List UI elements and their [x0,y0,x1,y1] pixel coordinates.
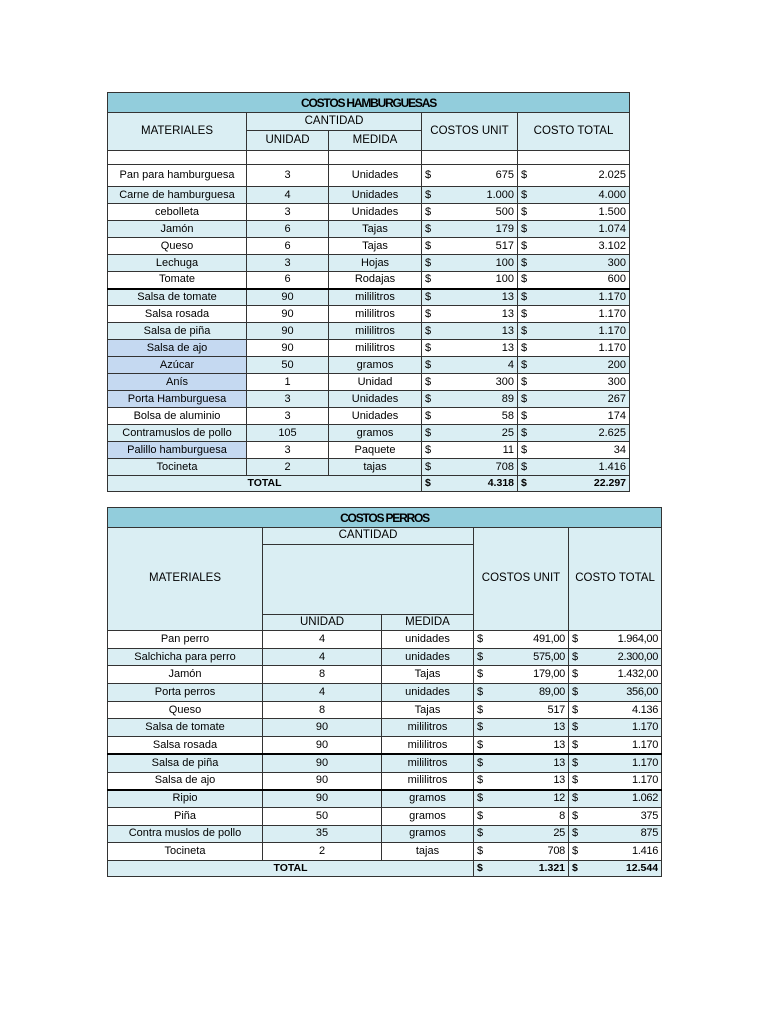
total-row [108,860,662,876]
unidad-cell: 6 [247,272,329,289]
table-row [108,425,630,442]
medida-cell: mililitros [382,754,474,772]
table-row [108,272,630,289]
unidad-header: UNIDAD [247,131,329,151]
unidad-cell: 2 [263,843,382,861]
unidad-cell: 3 [247,255,329,272]
material-cell: Salsa rosada [108,306,247,323]
costos-unit-header: COSTOS UNIT [474,528,569,631]
unidad-cell: 90 [247,306,329,323]
currency-symbol: $ [474,860,494,876]
total-cost-cell: 1.500 [538,204,630,221]
unidad-cell: 8 [263,701,382,719]
table-row [108,825,662,843]
unidad-cell: 3 [247,165,329,187]
currency-symbol: $ [474,666,494,684]
cantidad-header: CANTIDAD [247,113,422,131]
unit-cost-cell: 517 [442,238,518,255]
unit-cost-cell: 500 [442,204,518,221]
currency-symbol: $ [422,476,442,492]
total-cost-cell: 4.000 [538,187,630,204]
currency-symbol: $ [474,648,494,666]
material-cell: Tocineta [108,459,247,476]
currency-symbol: $ [569,719,589,737]
currency-symbol: $ [422,323,442,340]
table-row [108,754,662,772]
medida-cell: mililitros [382,772,474,790]
unidad-header: UNIDAD [263,615,382,631]
unidad-cell: 50 [247,357,329,374]
total-cost-cell: 1.432,00 [589,666,662,684]
medida-cell: gramos [329,425,422,442]
currency-symbol: $ [518,221,538,238]
unit-cost-cell: 708 [494,843,569,861]
currency-symbol: $ [518,255,538,272]
total-unit-cost: 4.318 [442,476,518,492]
materiales-header: MATERIALES [108,528,263,631]
material-cell: Salsa de ajo [108,772,263,790]
table-row [108,255,630,272]
unit-cost-cell: 13 [442,323,518,340]
unit-cost-cell: 575,00 [494,648,569,666]
currency-symbol: $ [518,374,538,391]
currency-symbol: $ [518,476,538,492]
table-row [108,165,630,187]
total-cost-cell: 356,00 [589,684,662,702]
unit-cost-cell: 11 [442,442,518,459]
medida-cell: Unidad [329,374,422,391]
table-row [108,648,662,666]
currency-symbol: $ [518,391,538,408]
unidad-cell: 90 [247,323,329,340]
material-cell: Ripio [108,790,263,808]
unit-cost-cell: 58 [442,408,518,425]
medida-cell: Paquete [329,442,422,459]
currency-symbol: $ [518,459,538,476]
currency-symbol: $ [569,648,589,666]
material-cell: Porta perros [108,684,263,702]
grand-total-cost: 12.544 [589,860,662,876]
material-cell: Piña [108,807,263,825]
table-row [108,631,662,649]
currency-symbol: $ [518,289,538,306]
currency-symbol: $ [422,289,442,306]
total-cost-cell: 1.170 [538,289,630,306]
unidad-cell: 4 [247,187,329,204]
medida-cell: Tajas [382,666,474,684]
unit-cost-cell: 25 [494,825,569,843]
unit-cost-cell: 13 [442,306,518,323]
currency-symbol: $ [474,631,494,649]
total-cost-cell: 300 [538,374,630,391]
currency-symbol: $ [474,684,494,702]
hamburguesas-title: COSTOS HAMBURGUESAS [108,93,630,113]
total-cost-cell: 34 [538,442,630,459]
currency-symbol: $ [422,408,442,425]
unidad-cell: 90 [263,790,382,808]
total-cost-cell: 1.416 [538,459,630,476]
unidad-cell: 8 [263,666,382,684]
unit-cost-cell: 13 [442,340,518,357]
currency-symbol: $ [474,772,494,790]
table-row [108,306,630,323]
currency-symbol: $ [422,340,442,357]
total-cost-cell: 1.416 [589,843,662,861]
perros-cost-table [107,507,662,877]
currency-symbol: $ [474,737,494,755]
unit-cost-cell: 13 [494,754,569,772]
medida-cell: unidades [382,684,474,702]
total-row [108,476,630,492]
total-cost-cell: 2.025 [538,165,630,187]
currency-symbol: $ [474,754,494,772]
table-row [108,204,630,221]
table-row [108,357,630,374]
unit-cost-cell: 13 [494,719,569,737]
unit-cost-cell: 25 [442,425,518,442]
medida-cell: gramos [382,825,474,843]
currency-symbol: $ [422,425,442,442]
table-row [108,790,662,808]
currency-symbol: $ [569,754,589,772]
unidad-cell: 90 [263,737,382,755]
material-cell: Lechuga [108,255,247,272]
unidad-cell: 90 [263,719,382,737]
table-row [108,666,662,684]
material-cell: Salsa de ajo [108,340,247,357]
currency-symbol: $ [422,459,442,476]
total-cost-cell: 1.170 [589,772,662,790]
currency-symbol: $ [518,442,538,459]
currency-symbol: $ [518,408,538,425]
costos-unit-header: COSTOS UNIT [422,113,518,151]
currency-symbol: $ [518,187,538,204]
material-cell: Pan perro [108,631,263,649]
total-cost-cell: 1.170 [538,340,630,357]
unidad-cell: 35 [263,825,382,843]
unit-cost-cell: 179 [442,221,518,238]
medida-cell: unidades [382,648,474,666]
table-row [108,843,662,861]
currency-symbol: $ [569,825,589,843]
material-cell: Salsa de piña [108,754,263,772]
medida-cell: Unidades [329,165,422,187]
unidad-cell: 90 [247,340,329,357]
total-cost-cell: 1.170 [538,323,630,340]
medida-cell: mililitros [382,737,474,755]
cantidad-blank-area [263,545,474,615]
total-cost-cell: 300 [538,255,630,272]
medida-cell: Rodajas [329,272,422,289]
total-cost-cell: 267 [538,391,630,408]
table-row [108,719,662,737]
currency-symbol: $ [474,807,494,825]
unit-cost-cell: 100 [442,255,518,272]
unidad-cell: 2 [247,459,329,476]
currency-symbol: $ [474,790,494,808]
material-cell: cebolleta [108,204,247,221]
total-cost-cell: 1.170 [538,306,630,323]
currency-symbol: $ [569,843,589,861]
currency-symbol: $ [422,442,442,459]
unit-cost-cell: 13 [442,289,518,306]
medida-cell: Unidades [329,391,422,408]
medida-cell: Unidades [329,204,422,221]
currency-symbol: $ [569,631,589,649]
medida-cell: mililitros [329,306,422,323]
currency-symbol: $ [422,204,442,221]
material-cell: Anís [108,374,247,391]
total-label: TOTAL [108,860,474,876]
material-cell: Salsa de tomate [108,719,263,737]
currency-symbol: $ [422,165,442,187]
currency-symbol: $ [518,357,538,374]
table-row [108,459,630,476]
total-cost-cell: 1.170 [589,719,662,737]
material-cell: Contramuslos de pollo [108,425,247,442]
table-row [108,772,662,790]
unidad-cell: 3 [247,442,329,459]
grand-total-cost: 22.297 [538,476,630,492]
total-label: TOTAL [108,476,422,492]
medida-cell: unidades [382,631,474,649]
table-row [108,340,630,357]
unit-cost-cell: 89,00 [494,684,569,702]
currency-symbol: $ [422,238,442,255]
total-cost-cell: 1.074 [538,221,630,238]
currency-symbol: $ [474,843,494,861]
medida-cell: Hojas [329,255,422,272]
currency-symbol: $ [518,238,538,255]
currency-symbol: $ [518,340,538,357]
material-cell: Azúcar [108,357,247,374]
currency-symbol: $ [422,221,442,238]
unidad-cell: 90 [263,772,382,790]
total-cost-cell: 375 [589,807,662,825]
material-cell: Salsa rosada [108,737,263,755]
unit-cost-cell: 708 [442,459,518,476]
unit-cost-cell: 100 [442,272,518,289]
unidad-cell: 105 [247,425,329,442]
hamburguesas-cost-table [107,92,630,492]
total-cost-cell: 1.964,00 [589,631,662,649]
table-row [108,684,662,702]
table-row [108,408,630,425]
material-cell: Salchicha para perro [108,648,263,666]
table-row [108,289,630,306]
unidad-cell: 3 [247,204,329,221]
currency-symbol: $ [569,737,589,755]
currency-symbol: $ [569,860,589,876]
currency-symbol: $ [422,374,442,391]
total-cost-cell: 2.300,00 [589,648,662,666]
unit-cost-cell: 8 [494,807,569,825]
material-cell: Carne de hamburguesa [108,187,247,204]
total-cost-cell: 1.062 [589,790,662,808]
medida-cell: Unidades [329,408,422,425]
unit-cost-cell: 13 [494,737,569,755]
currency-symbol: $ [518,272,538,289]
currency-symbol: $ [474,701,494,719]
total-cost-cell: 3.102 [538,238,630,255]
unit-cost-cell: 491,00 [494,631,569,649]
currency-symbol: $ [518,204,538,221]
table-row [108,737,662,755]
medida-cell: mililitros [329,340,422,357]
total-cost-cell: 1.170 [589,737,662,755]
unidad-cell: 1 [247,374,329,391]
currency-symbol: $ [422,255,442,272]
medida-cell: gramos [382,807,474,825]
unit-cost-cell: 12 [494,790,569,808]
unit-cost-cell: 179,00 [494,666,569,684]
material-cell: Bolsa de aluminio [108,408,247,425]
medida-cell: tajas [382,843,474,861]
unidad-cell: 50 [263,807,382,825]
currency-symbol: $ [422,306,442,323]
unidad-cell: 90 [247,289,329,306]
medida-cell: Unidades [329,187,422,204]
material-cell: Pan para hamburguesa [108,165,247,187]
unidad-cell: 4 [263,684,382,702]
unit-cost-cell: 13 [494,772,569,790]
currency-symbol: $ [422,357,442,374]
total-cost-cell: 4.136 [589,701,662,719]
unidad-cell: 4 [263,631,382,649]
total-cost-cell: 875 [589,825,662,843]
material-cell: Queso [108,238,247,255]
unidad-cell: 6 [247,221,329,238]
total-cost-cell: 1.170 [589,754,662,772]
medida-cell: mililitros [329,289,422,306]
perros-title: COSTOS PERROS [108,508,662,528]
table-row [108,701,662,719]
currency-symbol: $ [518,323,538,340]
currency-symbol: $ [569,807,589,825]
currency-symbol: $ [518,425,538,442]
table-row [108,221,630,238]
unidad-cell: 90 [263,754,382,772]
table-row [108,238,630,255]
total-cost-cell: 200 [538,357,630,374]
currency-symbol: $ [518,306,538,323]
medida-header: MEDIDA [329,131,422,151]
material-cell: Tomate [108,272,247,289]
material-cell: Jamón [108,221,247,238]
currency-symbol: $ [569,790,589,808]
currency-symbol: $ [569,772,589,790]
medida-cell: Tajas [329,238,422,255]
unit-cost-cell: 1.000 [442,187,518,204]
cantidad-header: CANTIDAD [263,528,474,545]
medida-header: MEDIDA [382,615,474,631]
table-row [108,323,630,340]
material-cell: Jamón [108,666,263,684]
currency-symbol: $ [422,187,442,204]
unit-cost-cell: 675 [442,165,518,187]
unidad-cell: 4 [263,648,382,666]
material-cell: Porta Hamburguesa [108,391,247,408]
medida-cell: tajas [329,459,422,476]
unidad-cell: 3 [247,391,329,408]
medida-cell: mililitros [382,719,474,737]
unit-cost-cell: 4 [442,357,518,374]
currency-symbol: $ [422,272,442,289]
currency-symbol: $ [474,719,494,737]
material-cell: Salsa de tomate [108,289,247,306]
total-cost-cell: 600 [538,272,630,289]
medida-cell: gramos [329,357,422,374]
unidad-cell: 6 [247,238,329,255]
currency-symbol: $ [569,684,589,702]
medida-cell: mililitros [329,323,422,340]
medida-cell: Tajas [382,701,474,719]
table-row [108,187,630,204]
currency-symbol: $ [569,666,589,684]
unidad-cell: 3 [247,408,329,425]
material-cell: Salsa de piña [108,323,247,340]
table-row [108,807,662,825]
table-row [108,374,630,391]
spacer-row [108,151,630,165]
total-cost-cell: 2.625 [538,425,630,442]
currency-symbol: $ [422,391,442,408]
currency-symbol: $ [518,165,538,187]
total-unit-cost: 1.321 [494,860,569,876]
currency-symbol: $ [474,825,494,843]
unit-cost-cell: 517 [494,701,569,719]
medida-cell: gramos [382,790,474,808]
currency-symbol: $ [569,701,589,719]
medida-cell: Tajas [329,221,422,238]
table-row [108,442,630,459]
costo-total-header: COSTO TOTAL [569,528,662,631]
material-cell: Queso [108,701,263,719]
material-cell: Palillo hamburguesa [108,442,247,459]
unit-cost-cell: 300 [442,374,518,391]
total-cost-cell: 174 [538,408,630,425]
material-cell: Contra muslos de pollo [108,825,263,843]
unit-cost-cell: 89 [442,391,518,408]
costo-total-header: COSTO TOTAL [518,113,630,151]
materiales-header: MATERIALES [108,113,247,151]
table-row [108,391,630,408]
material-cell: Tocineta [108,843,263,861]
